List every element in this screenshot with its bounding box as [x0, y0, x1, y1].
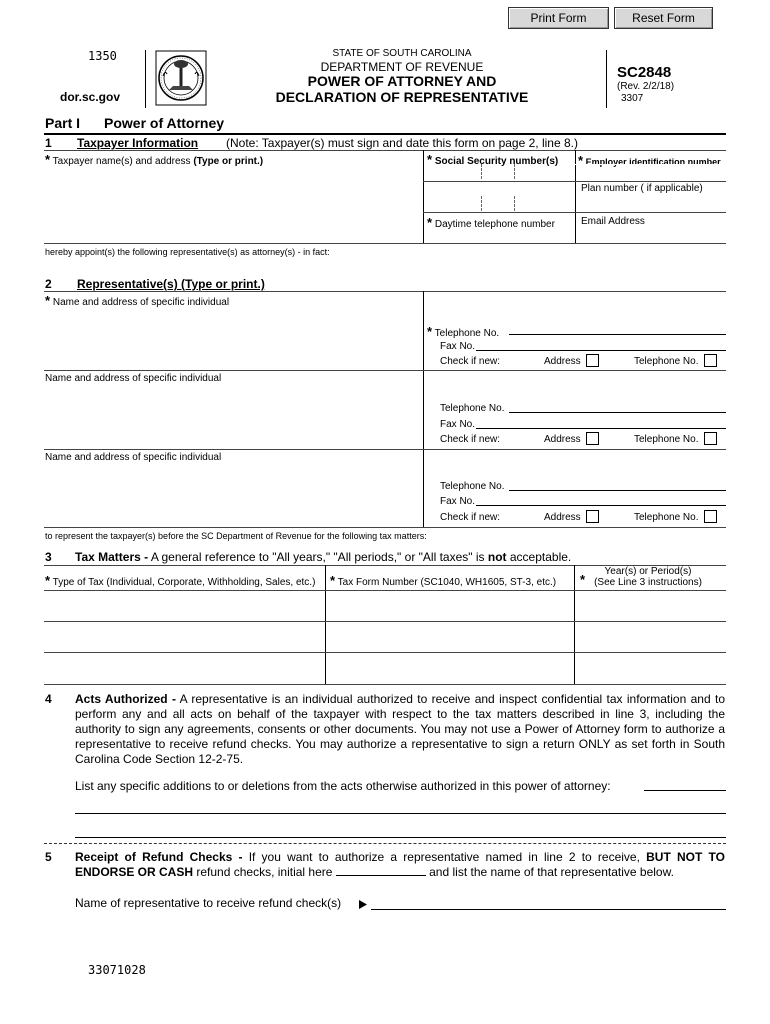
acts-line2-input[interactable] — [75, 813, 726, 814]
part-title: Power of Attorney — [104, 115, 225, 131]
represent-text: to represent the taxpayer(s) before the SC Department of Revenue for the following tax matters: — [45, 531, 427, 541]
initial-here-input[interactable] — [336, 875, 426, 876]
rep1-address-label: Address — [544, 356, 581, 367]
form-title-line1: POWER OF ATTORNEY AND — [307, 73, 497, 89]
section4-list-label: List any specific additions to or deletions from the acts otherwise authorized in this power of attorney: — [75, 779, 611, 793]
arrow-right-icon — [359, 900, 367, 909]
state-name: STATE OF SOUTH CAROLINA — [332, 48, 472, 59]
state-seal-icon — [155, 50, 207, 106]
ssn-input-1[interactable] — [430, 164, 572, 180]
rep1-fax-input[interactable] — [476, 350, 726, 351]
tax-form-row3-input[interactable] — [327, 654, 572, 682]
rep3-name-label: Name and address of specific individual — [45, 452, 222, 463]
rep3-address-label: Address — [544, 512, 581, 523]
rep2-telephone-label: Telephone No. — [440, 403, 505, 414]
rep3-telephone-input[interactable] — [509, 490, 726, 491]
ssn-input-2[interactable] — [430, 196, 572, 212]
section1-note: (Note: Taxpayer(s) must sign and date this form on page 2, line 8.) — [226, 136, 578, 150]
tax-type-col-header: * Type of Tax (Individual, Corporate, Withholding, Sales, etc.) — [45, 573, 316, 588]
form-revision-code: 3307 — [621, 93, 644, 104]
refund-rep-input[interactable] — [371, 909, 726, 910]
print-form-button[interactable]: Print Form — [508, 7, 609, 29]
form-number: SC2848 — [617, 64, 672, 81]
tax-form-row1-input[interactable] — [327, 592, 572, 619]
reset-form-button[interactable]: Reset Form — [614, 7, 713, 29]
department-name: DEPARTMENT OF REVENUE — [320, 60, 484, 74]
rep3-phone-check-label: Telephone No. — [634, 512, 699, 523]
rep2-phone-checkbox[interactable] — [704, 432, 717, 445]
rep2-address-checkbox[interactable] — [586, 432, 599, 445]
year-col-header: Year(s) or Period(s) (See Line 3 instructions) — [594, 566, 702, 588]
taxpayer-name-label: * Taxpayer name(s) and address (Type or print.) — [45, 152, 264, 167]
rep1-address-checkbox[interactable] — [586, 354, 599, 367]
taxpayer-name-input[interactable] — [60, 166, 420, 240]
rep1-phone-checkbox[interactable] — [704, 354, 717, 367]
section5-number: 5 — [45, 850, 52, 864]
acts-line1-input[interactable] — [644, 790, 726, 791]
section2-number: 2 — [45, 277, 52, 291]
appoint-text: hereby appoint(s) the following representative(s) as attorney(s) - in fact: — [45, 247, 330, 257]
refund-rep-label: Name of representative to receive refund check(s) — [75, 896, 342, 910]
year-row3-input[interactable] — [576, 654, 724, 682]
rep1-phone-check-label: Telephone No. — [634, 356, 699, 367]
ein-label: * Employer identification number — [578, 153, 721, 168]
tax-form-col-header: * Tax Form Number (SC1040, WH1605, ST-3, etc.) — [330, 573, 557, 588]
rep3-fax-input[interactable] — [476, 505, 726, 506]
rep1-telephone-label: * Telephone No. — [427, 324, 500, 339]
rep1-telephone-input[interactable] — [509, 334, 726, 335]
section5-text: Receipt of Refund Checks - If you want to authorize a representative named in line 2 to receive, BUT NOT TO ENDORSE OR CASH refund checks, initial here and list the name of that representative below. — [75, 850, 725, 879]
form-revision: (Rev. 2/2/18) — [617, 81, 675, 92]
section2-title: Representative(s) (Type or print.) — [77, 277, 265, 291]
rep1-check-label: Check if new: — [440, 356, 501, 367]
tax-form-row2-input[interactable] — [327, 623, 572, 650]
rep2-name-label: Name and address of specific individual — [45, 373, 222, 384]
rep1-name-label: * Name and address of specific individual — [45, 293, 230, 308]
plan-number-label: Plan number ( if applicable) — [581, 183, 703, 194]
ssn-label: * Social Security number(s) — [427, 152, 559, 167]
form-title-line2: DECLARATION OF REPRESENTATIVE — [275, 89, 529, 105]
tax-type-row3-input[interactable] — [46, 654, 323, 682]
section3-number: 3 — [45, 550, 52, 564]
rep3-phone-checkbox[interactable] — [704, 510, 717, 523]
section3-heading: Tax Matters - A general reference to "All years," "All periods," or "All taxes" is not acceptable. — [75, 550, 572, 564]
part-label: Part I — [45, 115, 81, 131]
rep1-fax-label: Fax No. — [440, 341, 476, 352]
rep3-check-label: Check if new: — [440, 512, 501, 523]
section1-number: 1 — [45, 136, 52, 150]
website: dor.sc.gov — [60, 90, 121, 104]
year-col-star: * — [580, 572, 586, 587]
section4-text: Acts Authorized - A representative is an individual authorized to receive and inspect confidential tax information and to perform any and all acts on behalf of the taxpayer with respect to the tax matters described in line 3, including the authority to sign any agreements, consents or other documents. You may not use a Power of Attorney form to authorize a representative to receive refund checks. You may authorize a representative to sign a return ONLY as set forth in South Carolina Code Section 12-2-75. — [75, 692, 726, 766]
form-code-bottom: 33071028 — [88, 963, 146, 977]
section4-number: 4 — [45, 692, 52, 706]
rep2-fax-input[interactable] — [476, 428, 726, 429]
email-label: Email Address — [581, 216, 645, 227]
form-code-top: 1350 — [88, 49, 117, 63]
rep2-phone-check-label: Telephone No. — [634, 434, 699, 445]
acts-line3-input[interactable] — [75, 837, 726, 838]
section1-title: Taxpayer Information — [77, 136, 199, 150]
rep2-check-label: Check if new: — [440, 434, 501, 445]
rep1-name-input[interactable] — [50, 307, 418, 367]
tax-type-row2-input[interactable] — [46, 623, 323, 650]
rep2-fax-label: Fax No. — [440, 419, 476, 430]
rep3-fax-label: Fax No. — [440, 496, 476, 507]
rep3-name-input[interactable] — [50, 465, 418, 525]
rep3-telephone-label: Telephone No. — [440, 481, 505, 492]
daytime-phone-label: * Daytime telephone number — [427, 215, 555, 230]
rep2-telephone-input[interactable] — [509, 412, 726, 413]
rep2-name-input[interactable] — [50, 386, 418, 446]
year-row1-input[interactable] — [576, 592, 724, 619]
rep2-address-label: Address — [544, 434, 581, 445]
year-row2-input[interactable] — [576, 623, 724, 650]
rep3-address-checkbox[interactable] — [586, 510, 599, 523]
tax-type-row1-input[interactable] — [46, 592, 323, 619]
